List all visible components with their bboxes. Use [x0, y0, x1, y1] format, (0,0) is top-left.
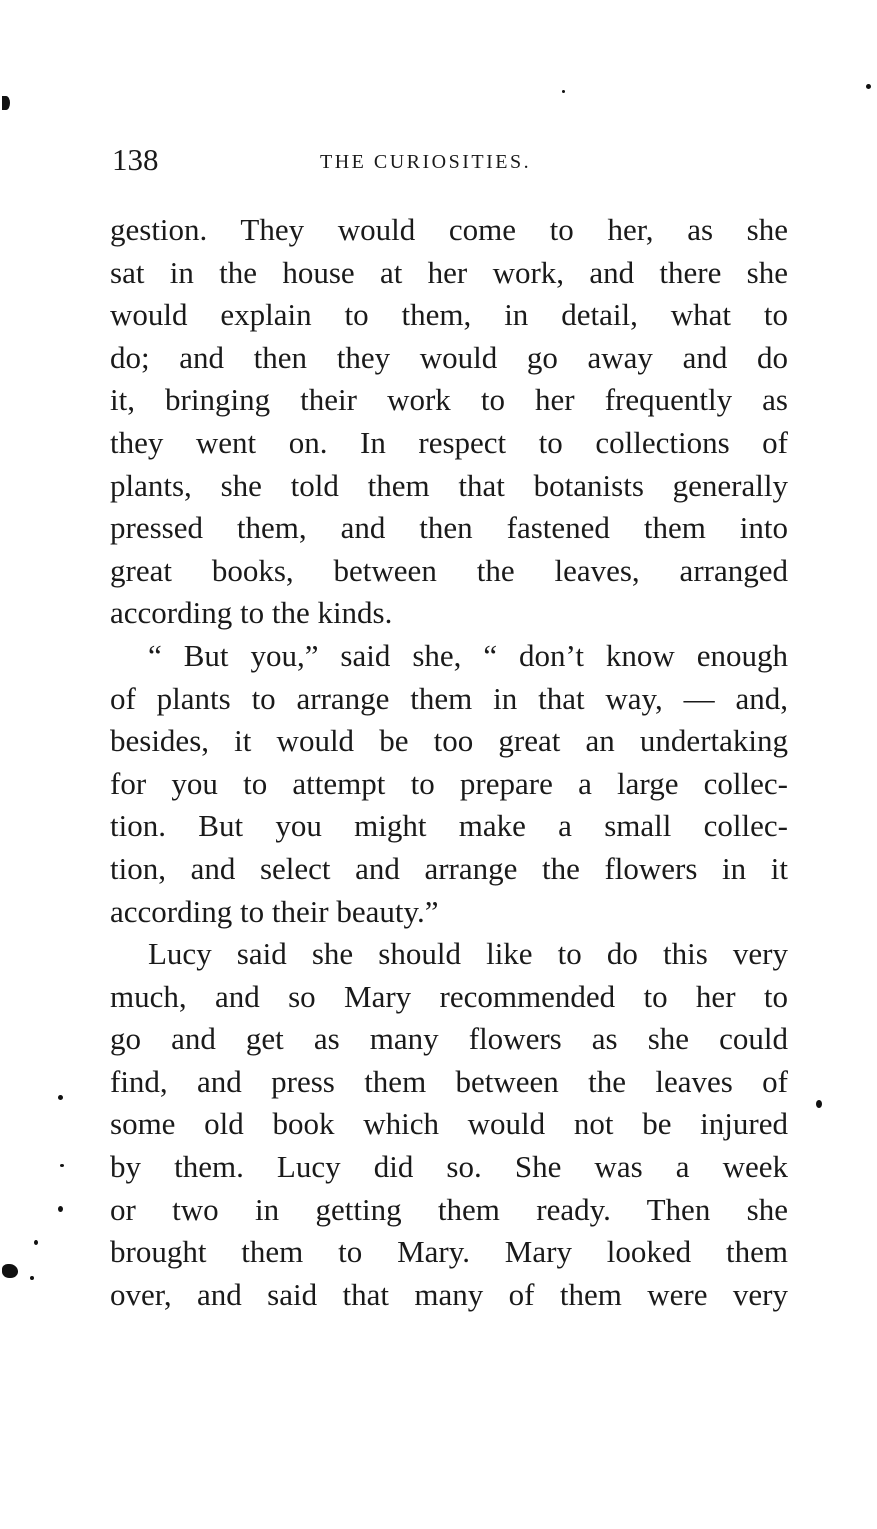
paragraph [110, 635, 788, 933]
text-line: or two in getting them ready. Then she [110, 1191, 788, 1227]
text-line: according to their beauty.” [110, 893, 439, 929]
ink-speck [562, 90, 565, 93]
ink-speck [58, 1206, 63, 1212]
text-line: much, and so Mary recommended to her to [110, 978, 788, 1014]
page-header [112, 140, 788, 180]
text-line: it, bringing their work to her frequently as [110, 382, 788, 418]
text-line: great books, between the leaves, arranged [110, 552, 788, 588]
ink-speck [34, 1240, 38, 1245]
text-line: over, and said that many of them were very [110, 1276, 788, 1312]
ink-speck [60, 1164, 64, 1167]
text-line: according to the kinds. [110, 595, 393, 631]
text-line: gestion. They would come to her, as she [110, 212, 788, 247]
ink-speck [2, 1264, 18, 1278]
ink-speck [58, 1095, 63, 1100]
paragraph [110, 933, 788, 1316]
ink-speck [866, 84, 871, 89]
text-line: pressed them, and then fastened them into [110, 510, 788, 546]
text-line: for you to attempt to prepare a large collec- [110, 765, 788, 801]
body-text [110, 209, 788, 1316]
text-line: by them. Lucy did so. She was a week [110, 1149, 788, 1185]
text-line: besides, it would be too great an undertaking [110, 723, 788, 759]
text-line: brought them to Mary. Mary looked them [110, 1234, 788, 1270]
ink-speck [816, 1100, 822, 1108]
text-line: do; and then they would go away and do [110, 339, 788, 375]
text-line: find, and press them between the leaves of [110, 1063, 788, 1099]
ink-speck [2, 96, 10, 110]
text-line: tion. But you might make a small collec- [110, 808, 788, 844]
page-number: 138 [112, 142, 159, 177]
ink-speck [30, 1276, 34, 1280]
text-line: tion, and select and arrange the flowers in it [110, 850, 788, 886]
text-line: plants, she told them that botanists generally [110, 467, 788, 503]
text-line: they went on. In respect to collections of [110, 424, 788, 460]
text-line: of plants to arrange them in that way, — and, [110, 680, 788, 716]
text-line: “ But you,” said she, “ don’t know enough [148, 637, 788, 673]
text-line: go and get as many flowers as she could [110, 1021, 788, 1057]
running-head: THE CURIOSITIES. [320, 151, 532, 173]
text-line: would explain to them, in detail, what to [110, 297, 788, 333]
text-line: some old book which would not be injured [110, 1106, 788, 1142]
text-line: Lucy said she should like to do this very [148, 936, 788, 972]
text-line: sat in the house at her work, and there she [110, 254, 788, 290]
paragraph [110, 209, 788, 635]
